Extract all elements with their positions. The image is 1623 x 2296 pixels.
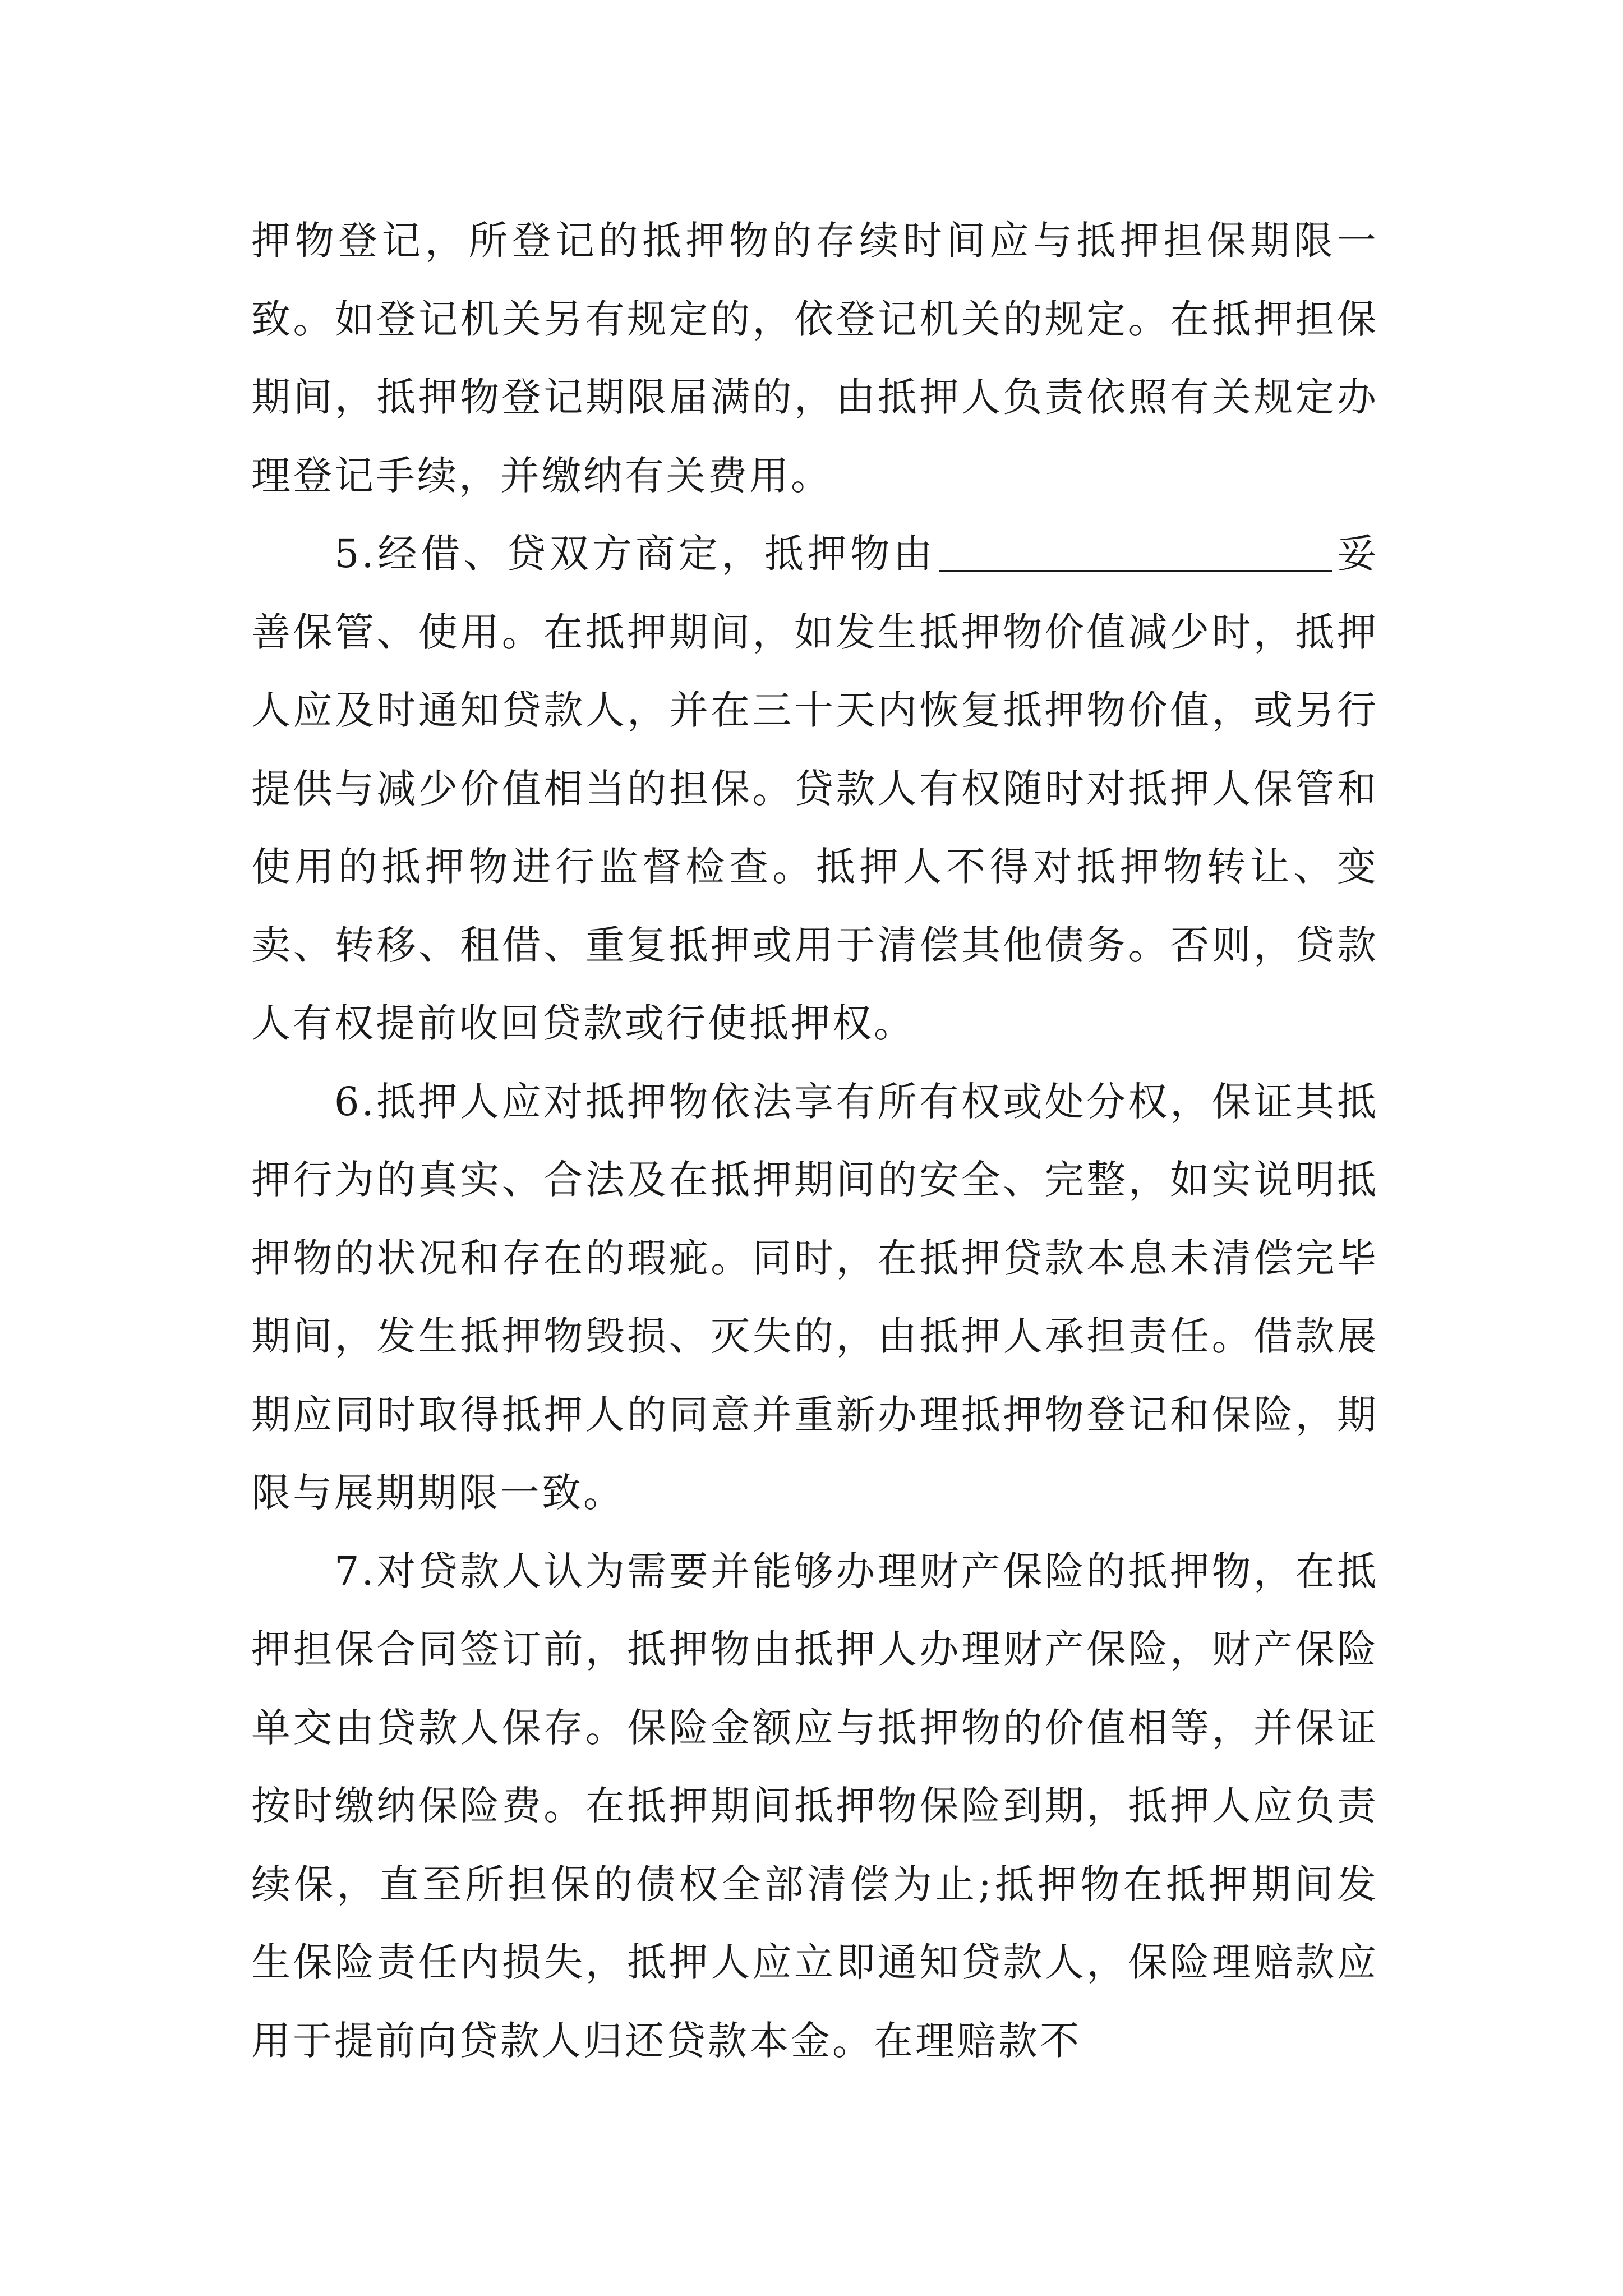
paragraph-5 [251, 515, 1378, 1063]
fill-in-blank [939, 531, 1332, 572]
paragraph-5-lead: 5.经借、贷双方商定，抵押物由 [334, 531, 937, 577]
paragraph-5-rest: 妥善保管、使用。在抵押期间，如发生抵押物价值减少时，抵押人应及时通知贷款人，并在三十天内恢复抵押物价值，或另行提供与减少价值相当的担保。贷款人有权随时对抵押人保管和使用的抵押物进行监督检查。抵押人不得对抵押物转让、变卖、转移、租借、重复抵押或用于清偿其他债务。否则，贷款人有权提前收回贷款或行使抵押权。 [251, 531, 1379, 1046]
paragraph-continued: 押物登记，所登记的抵押物的存续时间应与抵押担保期限一致。如登记机关另有规定的，依登记机关的规定。在抵押担保期间，抵押物登记期限届满的，由抵押人负责依照有关规定办理登记手续，并缴纳有关费用。 [251, 218, 1378, 499]
paragraph-7: 7.对贷款人认为需要并能够办理财产保险的抵押物，在抵押担保合同签订前，抵押物由抵押人办理财产保险，财产保险单交由贷款人保存。保险金额应与抵押物的价值相等，并保证按时缴纳保险费。在抵押期间抵押物保险到期，抵押人应负责续保，直至所担保的债权全部清偿为止;抵押物在抵押期间发生保险责任内损失，抵押人应立即通知贷款人，保险理赔款应用于提前向贷款人归还贷款本金。在理赔款不 [251, 1548, 1378, 2064]
paragraph-6: 6.抵押人应对抵押物依法享有所有权或处分权，保证其抵押行为的真实、合法及在抵押期间的安全、完整，如实说明抵押物的状况和存在的瑕疵。同时，在抵押贷款本息未清偿完毕期间，发生抵押物毁损、灭失的，由抵押人承担责任。借款展期应同时取得抵押人的同意并重新办理抵押物登记和保险，期限与展期期限一致。 [251, 1078, 1378, 1516]
document-body [251, 202, 1378, 2080]
